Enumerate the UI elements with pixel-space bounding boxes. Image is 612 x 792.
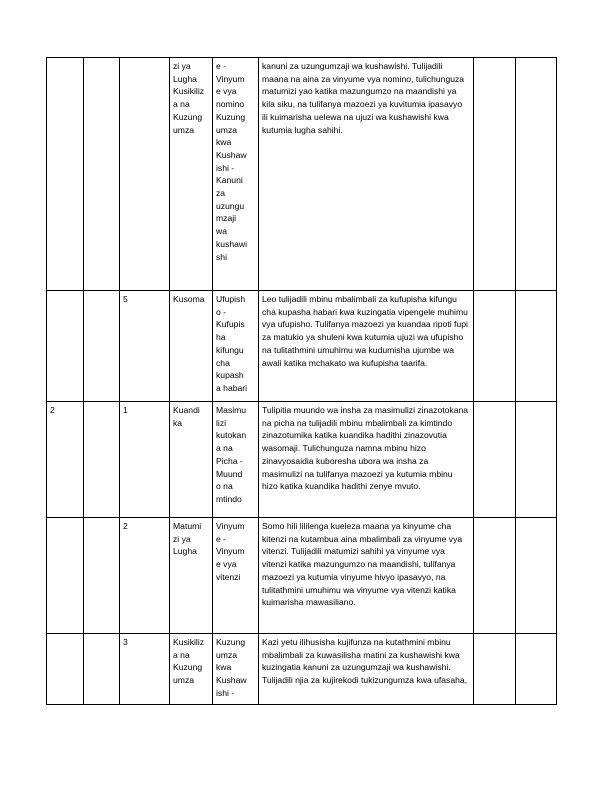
period-cell: 5: [120, 291, 170, 402]
topic-cell: Kusoma: [170, 291, 213, 402]
empty-cell: [516, 291, 557, 402]
empty-cell: [516, 518, 557, 634]
table-row: [47, 402, 557, 518]
empty-cell: [84, 634, 120, 705]
empty-cell: [474, 58, 516, 291]
topic-cell: Kusikiliz a na Kuzung umza: [170, 634, 213, 705]
subtopic-cell: Ufupish o - Kufupis ha kifungu cha kupash a habari: [213, 291, 259, 402]
topic-cell: zi ya Lugha Kusikiliz a na Kuzung umza: [170, 58, 213, 291]
description-cell: Tulipitia muundo wa insha za masimulizi zinazotokana na picha na tulijadili mbinu mbalimbali za kimtindo zinazotumika katika kuandika hadithi zinazovutia wasomaji. Tulichunguza namna mbinu hizo zinavyosaidia kuboresha ubora wa insha za masimulizi na tulifanya mazoezi ya kutumia mbinu hizo katika kuandika hadithi zenye mvuto.: [259, 402, 474, 518]
period-cell: [120, 58, 170, 291]
description-cell: kanuni za uzungumzaji wa kushawishi. Tulijadili maana na aina za vinyume vya nomino, tulichunguza matumizi yao katika mazungumzo na maandishi ya kila siku, na tulifanya mazoezi ya kuvitumia ipasavyo ili kuimarisha uelewa na ujuzi wa kushawishi kwa kutumia lugha sahihi.: [259, 58, 474, 291]
description-cell: Kazi yetu ilihusisha kujifunza na kutathmini mbinu mbalimbali za kuwasilisha matini za kushawishi kwa kuzingatia kanuni za uzungumzaji wa kushawishi. Tulijadili njia za kujirekodi tukizungumza kwa ufasaha,: [259, 634, 474, 705]
empty-cell: [474, 402, 516, 518]
description-cell: Leo tulijadili mbinu mbalimbali za kufupisha kifungu cha kupasha habari kwa kuzingatia vipengele muhimu vya ufupisho. Tulifanya mazoezi ya kuandaa ripoti fupi za matukio ya shuleni kwa kutumia ujuzi wa ufupisho na tulitathmini umuhimu wa kudumisha ujumbe wa awali katika mchakato wa kufupisha taarifa.: [259, 291, 474, 402]
subtopic-cell: e - Vinyum e vya nomino Kuzung umza kwa Kushaw ishi - Kanuni za uzungu mzaji wa kushawi shi: [213, 58, 259, 291]
empty-cell: [84, 402, 120, 518]
empty-cell: [516, 402, 557, 518]
period-cell: 1: [120, 402, 170, 518]
period-cell: 2: [120, 518, 170, 634]
week-cell: [47, 634, 84, 705]
empty-cell: [84, 518, 120, 634]
empty-cell: [474, 291, 516, 402]
week-cell: 2: [47, 402, 84, 518]
table-row: [47, 634, 557, 705]
table-row: [47, 518, 557, 634]
empty-cell: [516, 58, 557, 291]
subtopic-cell: Vinyum e - Vinyum e vya vitenzi: [213, 518, 259, 634]
period-cell: 3: [120, 634, 170, 705]
topic-cell: Matumi zi ya Lugha: [170, 518, 213, 634]
empty-cell: [84, 58, 120, 291]
empty-cell: [474, 518, 516, 634]
week-cell: [47, 58, 84, 291]
empty-cell: [84, 291, 120, 402]
empty-cell: [474, 634, 516, 705]
subtopic-cell: Masimu lizi kutokan a na Picha - Muund o na mtindo: [213, 402, 259, 518]
week-cell: [47, 518, 84, 634]
empty-cell: [516, 634, 557, 705]
topic-cell: Kuandi ka: [170, 402, 213, 518]
subtopic-cell: Kuzung umza kwa Kushaw ishi -: [213, 634, 259, 705]
lesson-table: [46, 57, 557, 705]
description-cell: Somo hili lililenga kueleza maana ya kinyume cha kitenzi na kutambua aina mbalimbali za vinyume vya vitenzi. Tulijadili matumizi sahihi ya vinyume vya vitenzi katika mazungumzo na maandishi, tulifanya mazoezi ya kutumia vinyume hivyo ipasavyo, na tulitathmini umuhimu wa vinyume vya vitenzi katika kuimarisha mawasiliano.: [259, 518, 474, 634]
table-row: [47, 58, 557, 291]
week-cell: [47, 291, 84, 402]
table-row: [47, 291, 557, 402]
